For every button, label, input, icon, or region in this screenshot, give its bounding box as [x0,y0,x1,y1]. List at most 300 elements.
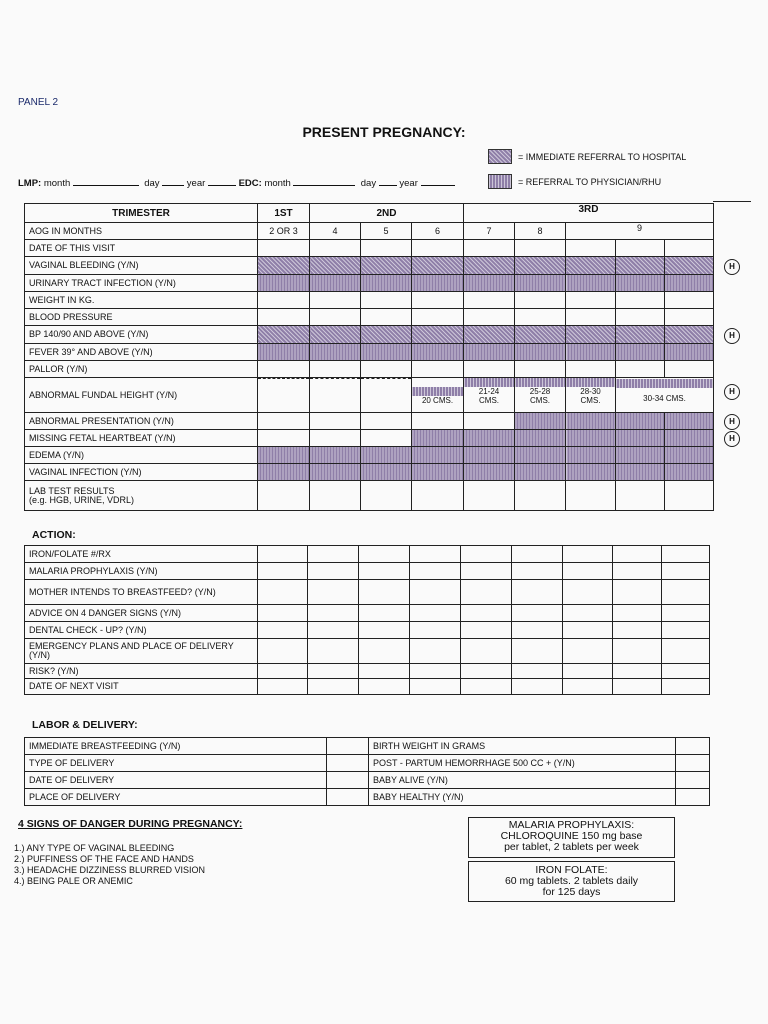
entry-cell[interactable] [258,580,308,605]
entry-cell[interactable] [515,481,566,511]
entry-cell[interactable] [359,605,410,622]
entry-cell[interactable] [361,240,412,257]
shaded-entry-cell[interactable] [258,257,310,275]
entry-cell[interactable] [412,413,464,430]
edc-day-label: day [360,178,377,189]
entry-cell[interactable] [258,292,310,309]
entry-cell[interactable] [359,664,410,679]
entry-cell[interactable] [662,563,710,580]
aog-month-cell: 4 [310,223,361,240]
shaded-entry-cell[interactable] [310,275,361,292]
malaria-box-line: CHLOROQUINE 150 mg base [500,830,643,842]
entry-cell[interactable] [461,580,512,605]
entry-cell[interactable] [310,292,361,309]
legend-immediate-referral [488,149,686,164]
entry-cell[interactable] [613,639,662,664]
vaginal-infection-row [25,464,714,481]
entry-cell[interactable] [258,240,310,257]
entry-cell[interactable] [258,639,308,664]
entry-cell[interactable] [613,605,662,622]
entry-cell[interactable] [662,622,710,639]
danger-sign-item: 4.) BEING PALE OR ANEMIC [14,876,133,886]
aog-month-cell: 5 [361,223,412,240]
fundal-dashed-cell[interactable] [361,378,412,413]
shaded-strip [616,379,713,388]
hospital-h-icon: H [724,431,740,447]
entry-cell[interactable] [616,481,665,511]
shaded-entry-cell[interactable] [616,344,665,361]
action-row [25,664,710,679]
shaded-entry-cell[interactable] [258,464,310,481]
entry-cell[interactable] [662,546,710,563]
shaded-entry-cell[interactable] [310,464,361,481]
entry-cell[interactable] [361,361,412,378]
trimester-header-row [25,204,714,223]
iron-box-line: 60 mg tablets. 2 tablets daily [504,875,639,887]
entry-cell[interactable] [662,605,710,622]
shaded-entry-cell[interactable] [616,326,665,344]
shaded-entry-cell[interactable] [665,447,714,464]
aog-month-cell: 7 [464,223,515,240]
entry-cell[interactable] [327,755,369,772]
entry-cell[interactable] [665,309,714,326]
edc-year-field[interactable] [421,176,455,186]
entry-cell[interactable] [676,755,710,772]
entry-cell[interactable] [515,240,566,257]
shaded-entry-cell[interactable] [258,275,310,292]
entry-cell[interactable] [515,309,566,326]
shaded-entry-cell[interactable] [361,344,412,361]
entry-cell[interactable] [258,546,308,563]
fundal-cms-cell[interactable] [616,378,714,413]
fundal-cms-label: 20 CMS. [421,396,454,405]
shaded-entry-cell[interactable] [258,447,310,464]
entry-cell[interactable] [662,679,710,695]
row-label: ABNORMAL FUNDAL HEIGHT (Y/N) [25,378,258,413]
entry-cell[interactable] [563,563,613,580]
fundal-cms-label: 30-34 CMS. [643,393,686,403]
entry-cell[interactable] [258,481,310,511]
shaded-entry-cell[interactable] [566,464,616,481]
labor-left-label: PLACE OF DELIVERY [25,789,327,806]
shaded-entry-cell[interactable] [464,430,515,447]
entry-cell[interactable] [310,309,361,326]
dashed-line [310,378,360,379]
shaded-entry-cell[interactable] [412,344,464,361]
entry-cell[interactable] [258,622,308,639]
shaded-entry-cell[interactable] [515,447,566,464]
entry-cell[interactable] [359,563,410,580]
action-row [25,639,710,664]
entry-cell[interactable] [616,240,665,257]
entry-cell[interactable] [512,580,563,605]
aog-label: AOG IN MONTHS [25,223,258,240]
shaded-entry-cell[interactable] [515,257,566,275]
entry-cell[interactable] [461,639,512,664]
labor-left-label: TYPE OF DELIVERY [25,755,327,772]
shaded-entry-cell[interactable] [566,447,616,464]
hospital-h-icon: H [724,384,740,400]
entry-cell[interactable] [258,605,308,622]
entry-cell[interactable] [461,622,512,639]
shaded-entry-cell[interactable] [515,464,566,481]
entry-cell[interactable] [616,309,665,326]
missing-fetal-heartbeat-row [25,430,714,447]
entry-cell[interactable] [258,679,308,695]
entry-cell[interactable] [461,605,512,622]
edema-row [25,447,714,464]
labor-right-label: POST - PARTUM HEMORRHAGE 500 CC + (Y/N) [369,755,676,772]
shaded-entry-cell[interactable] [515,344,566,361]
entry-cell[interactable] [566,240,616,257]
fundal-cms-label: 28-30 CMS. [580,387,601,405]
date-of-visit-row [25,240,714,257]
entry-cell[interactable] [410,580,461,605]
entry-cell[interactable] [310,361,361,378]
fundal-cms-cell[interactable] [566,378,616,413]
entry-cell[interactable] [410,639,461,664]
entry-cell[interactable] [361,430,412,447]
entry-cell[interactable] [613,546,662,563]
entry-cell[interactable] [410,679,461,695]
shaded-entry-cell[interactable] [310,257,361,275]
shaded-entry-cell[interactable] [258,344,310,361]
shaded-entry-cell[interactable] [412,430,464,447]
lmp-day-field[interactable] [162,176,184,186]
shaded-strip [515,378,565,387]
entry-cell[interactable] [665,481,714,511]
shaded-entry-cell[interactable] [515,413,566,430]
entry-cell[interactable] [613,563,662,580]
entry-cell[interactable] [512,563,563,580]
shaded-entry-cell[interactable] [464,326,515,344]
shaded-entry-cell[interactable] [464,257,515,275]
danger-signs-list [14,843,205,887]
entry-cell[interactable] [613,679,662,695]
malaria-box-line: MALARIA PROPHYLAXIS: [508,819,635,831]
aog-month-cell: 8 [515,223,566,240]
entry-cell[interactable] [665,361,714,378]
entry-cell[interactable] [676,772,710,789]
entry-cell[interactable] [662,639,710,664]
entry-cell[interactable] [616,361,665,378]
shaded-entry-cell[interactable] [566,430,616,447]
entry-cell[interactable] [410,546,461,563]
shaded-entry-cell[interactable] [310,326,361,344]
entry-cell[interactable] [665,292,714,309]
action-row-label: IRON/FOLATE #/RX [25,546,258,563]
shaded-entry-cell[interactable] [515,326,566,344]
shaded-entry-cell[interactable] [361,326,412,344]
shaded-entry-cell[interactable] [464,344,515,361]
action-row-label: ADVICE ON 4 DANGER SIGNS (Y/N) [25,605,258,622]
entry-cell[interactable] [461,679,512,695]
entry-cell[interactable] [310,240,361,257]
dashed-line [361,378,411,379]
entry-cell[interactable] [410,605,461,622]
shaded-entry-cell[interactable] [665,275,714,292]
uti-row [25,275,714,292]
shaded-entry-cell[interactable] [310,447,361,464]
labor-left-label: IMMEDIATE BREASTFEEDING (Y/N) [25,738,327,755]
hospital-h-icon: H [724,259,740,275]
entry-cell[interactable] [361,481,412,511]
shaded-entry-cell[interactable] [616,430,665,447]
lmp-year-field[interactable] [208,176,236,186]
shaded-entry-cell[interactable] [616,413,665,430]
entry-cell[interactable] [327,772,369,789]
entry-cell[interactable] [308,546,359,563]
row-label: BLOOD PRESSURE [25,309,258,326]
fundal-cms-cell[interactable] [412,378,464,413]
shaded-entry-cell[interactable] [566,257,616,275]
entry-cell[interactable] [359,622,410,639]
shaded-entry-cell[interactable] [616,275,665,292]
entry-cell[interactable] [308,639,359,664]
entry-cell[interactable] [412,292,464,309]
shaded-strip [412,387,463,396]
entry-cell[interactable] [308,605,359,622]
fundal-cms-cell[interactable] [464,378,515,413]
entry-cell[interactable] [512,679,563,695]
danger-signs-title: 4 SIGNS OF DANGER DURING PREGNANCY: [18,818,243,830]
shaded-entry-cell[interactable] [361,447,412,464]
lmp-day-label: day [144,178,160,189]
row-label: DATE OF THIS VISIT [25,240,258,257]
blood-pressure-row [25,309,714,326]
edc-label: EDC: [238,178,262,189]
entry-cell[interactable] [676,789,710,806]
shaded-entry-cell[interactable] [310,344,361,361]
iron-box-line: for 125 days [542,886,601,898]
shaded-entry-cell[interactable] [566,326,616,344]
shaded-entry-cell[interactable] [412,464,464,481]
shaded-entry-cell[interactable] [412,447,464,464]
entry-cell[interactable] [308,563,359,580]
header-rule [713,201,751,202]
shaded-entry-cell[interactable] [665,344,714,361]
shaded-entry-cell[interactable] [566,344,616,361]
entry-cell[interactable] [412,361,464,378]
shaded-entry-cell[interactable] [464,275,515,292]
legend-referral-label: = REFERRAL TO PHYSICIAN/RHU [518,176,662,187]
entry-cell[interactable] [512,639,563,664]
fundal-dashed-cell[interactable] [310,378,361,413]
entry-cell[interactable] [258,413,310,430]
shaded-entry-cell[interactable] [361,257,412,275]
shaded-entry-cell[interactable] [616,447,665,464]
shaded-entry-cell[interactable] [566,413,616,430]
entry-cell[interactable] [512,664,563,679]
entry-cell[interactable] [359,679,410,695]
entry-cell[interactable] [410,563,461,580]
shaded-entry-cell[interactable] [616,257,665,275]
trimester-1st: 1ST [258,204,310,223]
entry-cell[interactable] [464,361,515,378]
entry-cell[interactable] [310,413,361,430]
entry-cell[interactable] [258,361,310,378]
action-row-label: MOTHER INTENDS TO BREASTFEED? (Y/N) [25,580,258,605]
entry-cell[interactable] [258,430,310,447]
shaded-entry-cell[interactable] [361,464,412,481]
entry-cell[interactable] [613,664,662,679]
entry-cell[interactable] [464,240,515,257]
abnormal-fundal-height-row [25,378,714,413]
entry-cell[interactable] [310,481,361,511]
entry-cell[interactable] [361,413,412,430]
entry-cell[interactable] [512,546,563,563]
shaded-entry-cell[interactable] [515,275,566,292]
entry-cell[interactable] [662,580,710,605]
entry-cell[interactable] [566,361,616,378]
entry-cell[interactable] [461,664,512,679]
action-title: ACTION: [32,529,76,541]
entry-cell[interactable] [566,481,616,511]
aog-month-cell: 9 [566,223,714,240]
entry-cell[interactable] [258,664,308,679]
entry-cell[interactable] [512,605,563,622]
shaded-entry-cell[interactable] [665,413,714,430]
malaria-box-line: per tablet, 2 tablets per week [504,841,639,853]
shaded-entry-cell[interactable] [412,326,464,344]
entry-cell[interactable] [308,580,359,605]
hospital-h-icon: H [724,328,740,344]
iron-box-line: IRON FOLATE: [535,864,608,876]
entry-cell[interactable] [308,664,359,679]
action-row-label: EMERGENCY PLANS AND PLACE OF DELIVERY (Y/N) [25,639,258,664]
entry-cell[interactable] [665,240,714,257]
shaded-entry-cell[interactable] [665,257,714,275]
entry-cell[interactable] [464,481,515,511]
entry-cell[interactable] [563,580,613,605]
entry-cell[interactable] [563,639,613,664]
labor-right-label: BIRTH WEIGHT IN GRAMS [369,738,676,755]
row-label: ABNORMAL PRESENTATION (Y/N) [25,413,258,430]
entry-cell[interactable] [616,292,665,309]
entry-cell[interactable] [464,292,515,309]
malaria-prophylaxis-box [468,817,675,858]
shaded-entry-cell[interactable] [412,275,464,292]
entry-cell[interactable] [412,481,464,511]
page-title: PRESENT PREGNANCY: [302,124,466,140]
entry-cell[interactable] [613,580,662,605]
shaded-entry-cell[interactable] [665,464,714,481]
entry-cell[interactable] [515,361,566,378]
aog-month-cell: 2 OR 3 [258,223,310,240]
row-label: MISSING FETAL HEARTBEAT (Y/N) [25,430,258,447]
edc-day-field[interactable] [379,176,397,186]
entry-cell[interactable] [412,240,464,257]
entry-cell[interactable] [563,679,613,695]
lmp-label: LMP: [18,178,42,189]
entry-cell[interactable] [464,413,515,430]
entry-cell[interactable] [359,580,410,605]
labor-delivery-table [24,737,710,806]
action-row [25,622,710,639]
fever-row [25,344,714,361]
shaded-entry-cell[interactable] [361,275,412,292]
entry-cell[interactable] [566,309,616,326]
labor-left-label: DATE OF DELIVERY [25,772,327,789]
entry-cell[interactable] [461,563,512,580]
row-label: FEVER 39° AND ABOVE (Y/N) [25,344,258,361]
shaded-entry-cell[interactable] [464,464,515,481]
entry-cell[interactable] [563,622,613,639]
action-row [25,546,710,563]
edc-year-label: year [399,178,418,189]
shaded-entry-cell[interactable] [665,326,714,344]
entry-cell[interactable] [662,664,710,679]
entry-cell[interactable] [412,309,464,326]
shaded-entry-cell[interactable] [566,275,616,292]
legend-physician-referral [488,174,661,189]
lmp-month-field[interactable] [73,176,139,186]
entry-cell[interactable] [676,738,710,755]
edc-month-field[interactable] [293,176,355,186]
lmp-year-label: year [186,178,206,189]
entry-cell[interactable] [310,430,361,447]
entry-cell[interactable] [308,679,359,695]
abnormal-presentation-row [25,413,714,430]
entry-cell[interactable] [359,546,410,563]
entry-cell[interactable] [563,546,613,563]
action-row [25,605,710,622]
entry-cell[interactable] [461,546,512,563]
entry-cell[interactable] [359,639,410,664]
entry-cell[interactable] [361,309,412,326]
entry-cell[interactable] [361,292,412,309]
fundal-cms-label: 21-24 CMS. [478,387,500,405]
entry-cell[interactable] [410,664,461,679]
entry-cell[interactable] [515,292,566,309]
entry-cell[interactable] [563,664,613,679]
shaded-strip [464,378,514,387]
row-label: EDEMA (Y/N) [25,447,258,464]
bp-140-90-row [25,326,714,344]
labor-row [25,772,710,789]
entry-cell[interactable] [563,605,613,622]
entry-cell[interactable] [327,789,369,806]
entry-cell[interactable] [327,738,369,755]
shaded-entry-cell[interactable] [665,430,714,447]
entry-cell[interactable] [512,622,563,639]
row-label: LAB TEST RESULTS (e.g. HGB, URINE, VDRL) [25,481,258,511]
shaded-entry-cell[interactable] [258,326,310,344]
vertical-hatch-swatch [488,174,512,189]
edc-month-label: month [264,178,291,189]
shaded-entry-cell[interactable] [464,447,515,464]
shaded-entry-cell[interactable] [412,257,464,275]
entry-cell[interactable] [308,622,359,639]
row-label: WEIGHT IN KG. [25,292,258,309]
aog-month-cell: 6 [412,223,464,240]
fundal-cms-cell[interactable] [515,378,566,413]
shaded-entry-cell[interactable] [515,430,566,447]
entry-cell[interactable] [258,563,308,580]
labor-row [25,789,710,806]
fundal-dashed-cell[interactable] [258,378,310,413]
shaded-entry-cell[interactable] [616,464,665,481]
hospital-h-icon: H [724,414,740,430]
entry-cell[interactable] [410,622,461,639]
entry-cell[interactable] [464,309,515,326]
entry-cell[interactable] [566,292,616,309]
row-label: PALLOR (Y/N) [25,361,258,378]
entry-cell[interactable] [258,309,310,326]
entry-cell[interactable] [613,622,662,639]
weight-row [25,292,714,309]
vaginal-bleeding-row [25,257,714,275]
